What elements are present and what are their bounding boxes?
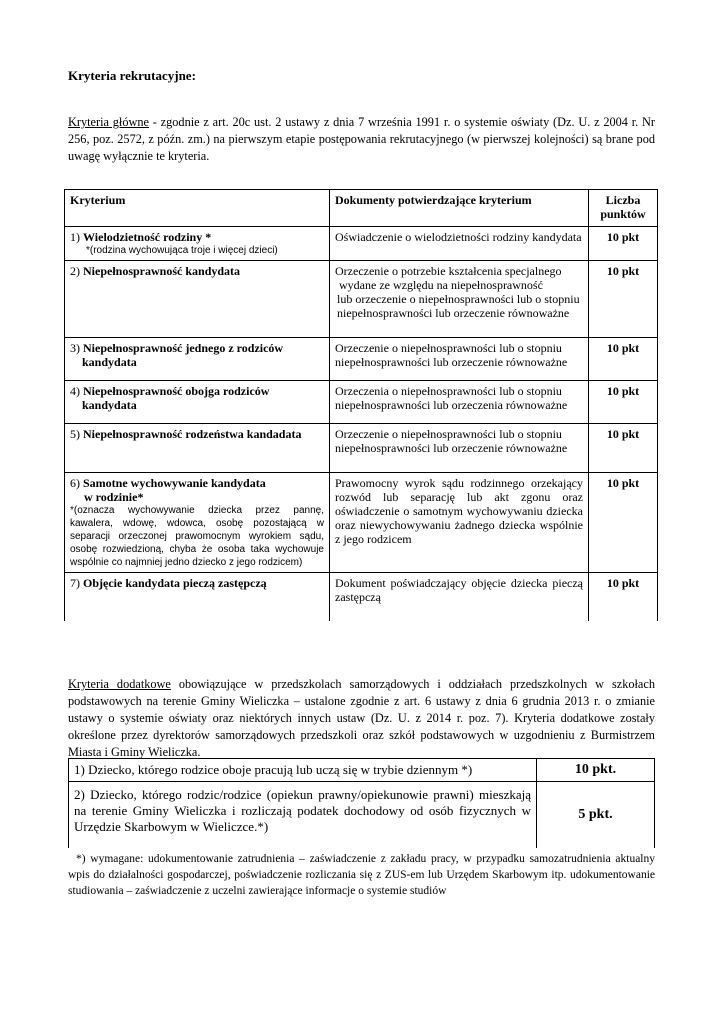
- points-cell: 10 pkt: [589, 338, 658, 381]
- points-cell: 5 pkt.: [537, 782, 655, 849]
- table-row: [65, 573, 658, 622]
- criterion-cell: 1) Wielodzietność rodziny * *(rodzina wychowująca troje i więcej dzieci): [65, 227, 330, 261]
- criterion-cell: 2) Niepełnosprawność kandydata: [65, 261, 330, 338]
- intro-paragraph: [68, 114, 655, 165]
- points-cell: 10 pkt: [589, 573, 658, 622]
- table-row: [65, 424, 658, 473]
- criterion-cell: 5) Niepełnosprawność rodzeństwa kandadata: [65, 424, 330, 473]
- main-criteria-table: [64, 189, 658, 621]
- document-cell: Prawomocny wyrok sądu rodzinnego orzekający rozwód lub separację lub akt zgonu oraz oświadczenie o samotnym wychowywaniu dziecka oraz niewychowywaniu żadnego dziecka wspólnie z jego rodzicem: [330, 473, 589, 573]
- document-cell: Oświadczenie o wielodzietności rodziny kandydata: [330, 227, 589, 261]
- criterion-cell: 2) Dziecko, którego rodzic/rodzice (opiekun prawny/opiekunowie prawni) mieszkają na terenie Gminy Wieliczka i rozliczają podatek dochodowy od osób fizycznych w Urzędzie Skarbowym w Wieliczce.*): [69, 782, 537, 849]
- additional-criteria-table: [68, 758, 655, 848]
- criterion-note: *(oznacza wychowywanie dziecka przez pannę, kawalera, wdowę, wdowca, osobę pozostającą w separacji orzeczonej prawomocnym wyrokiem sądu, osobę rozwiedzioną, chyba że osoba taka wychowuje wspólnie co najmniej jedno dziecko z jego rodzicem): [70, 505, 324, 568]
- footnote: *) wymagane: udokumentowanie zatrudnienia – zaświadczenie z zakładu pracy, w przypadku samozatrudnienia aktualny wpis do działalności gospodarczej, poświadczenie rozliczania się z ZUS-em lub Urzędem Skarbowym itp. udokumentowanie studiowania – zaświadczenie z uczelni zawierające informacje o systemie studiów: [68, 853, 655, 897]
- intro-text: - zgodnie z art. 20c ust. 2 ustawy z dnia 7 września 1991 r. o systemie oświaty (Dz. U. z 2004 r. Nr 256, poz. 2572, z późn. zm.) na pierwszym etapie postępowania rekrutacyjnego (w pierwszej kolejności) są brane pod uwagę wyłącznie te kryteria.: [68, 115, 655, 163]
- table-row: [65, 261, 658, 338]
- table-row: [69, 782, 655, 849]
- points-cell: 10 pkt: [589, 227, 658, 261]
- criterion-cell: 4) Niepełnosprawność obojga rodziców kandydata: [65, 381, 330, 424]
- points-cell: 10 pkt: [589, 473, 658, 573]
- header-documents: Dokumenty potwierdzające kryterium: [330, 190, 589, 227]
- table-header-row: [65, 190, 658, 227]
- additional-text: obowiązujące w przedszkolach samorządowych i oddziałach przedszkolnych w szkołach podstawowych na terenie Gminy Wieliczka – ustalone zgodnie z art. 6 ustawy z dnia 6 grudnia 2013 r. o zmianie ustawy o systemie oświaty oraz niektórych innych ustaw (Dz. U. z 2014 r. poz. 7). Kryteria dodatkowe zostały określone przez dyrektorów samorządowych przedszkoli oraz szkół podstawowych w uzgodnieniu z Burmistrzem Miasta i Gminy Wieliczka.: [68, 677, 655, 759]
- additional-paragraph: [68, 676, 655, 761]
- main-criteria-label: Kryteria główne: [68, 115, 149, 129]
- table-row: [65, 381, 658, 424]
- document-cell: Orzeczenia o niepełnosprawności lub o stopniu niepełnosprawności lub orzeczenia równoważne: [330, 381, 589, 424]
- table-row: [65, 338, 658, 381]
- additional-criteria-label: Kryteria dodatkowe: [68, 677, 171, 691]
- points-cell: 10 pkt: [589, 424, 658, 473]
- criterion-note: *(rodzina wychowująca troje i więcej dzieci): [86, 245, 278, 256]
- table-row: [65, 227, 658, 261]
- header-points: Liczba punktów: [589, 190, 658, 227]
- document-cell: Orzeczenie o potrzebie kształcenia specjalnego wydane ze względu na niepełnosprawność lub orzeczenie o niepełnosprawności lub o stopniu niepełnosprawności lub orzeczenie równoważne: [330, 261, 589, 338]
- points-cell: 10 pkt.: [537, 759, 655, 782]
- document-cell: Orzeczenie o niepełnosprawności lub o stopniu niepełnosprawności lub orzeczenie równoważne: [330, 338, 589, 381]
- points-cell: 10 pkt: [589, 261, 658, 338]
- points-cell: 10 pkt: [589, 381, 658, 424]
- document-cell: Orzeczenie o niepełnosprawności lub o stopniu niepełnosprawności lub orzeczenie równoważne: [330, 424, 589, 473]
- header-criterion: Kryterium: [65, 190, 330, 227]
- criterion-cell: 1) Dziecko, którego rodzice oboje pracują lub uczą się w trybie dziennym *): [69, 759, 537, 782]
- document-cell: Dokument poświadczający objęcie dziecka pieczą zastępczą: [330, 573, 589, 622]
- criterion-cell: 3) Niepełnosprawność jednego z rodziców kandydata: [65, 338, 330, 381]
- page-heading: Kryteria rekrutacyjne:: [68, 68, 196, 83]
- criterion-cell: 6) Samotne wychowywanie kandydata w rodzinie* *(oznacza wychowywanie dziecka przez pannę, kawalera, wdowę, wdowca, osobę pozostającą w separacji orzeczonej prawomocnym wyrokiem sądu, osobę rozwiedzioną, chyba że osoba taka wychowuje wspólnie co najmniej jedno dziecko z jego rodzicem): [65, 473, 330, 573]
- table-row: [65, 473, 658, 573]
- table-row: [69, 759, 655, 782]
- criterion-cell: 7) Objęcie kandydata pieczą zastępczą: [65, 573, 330, 622]
